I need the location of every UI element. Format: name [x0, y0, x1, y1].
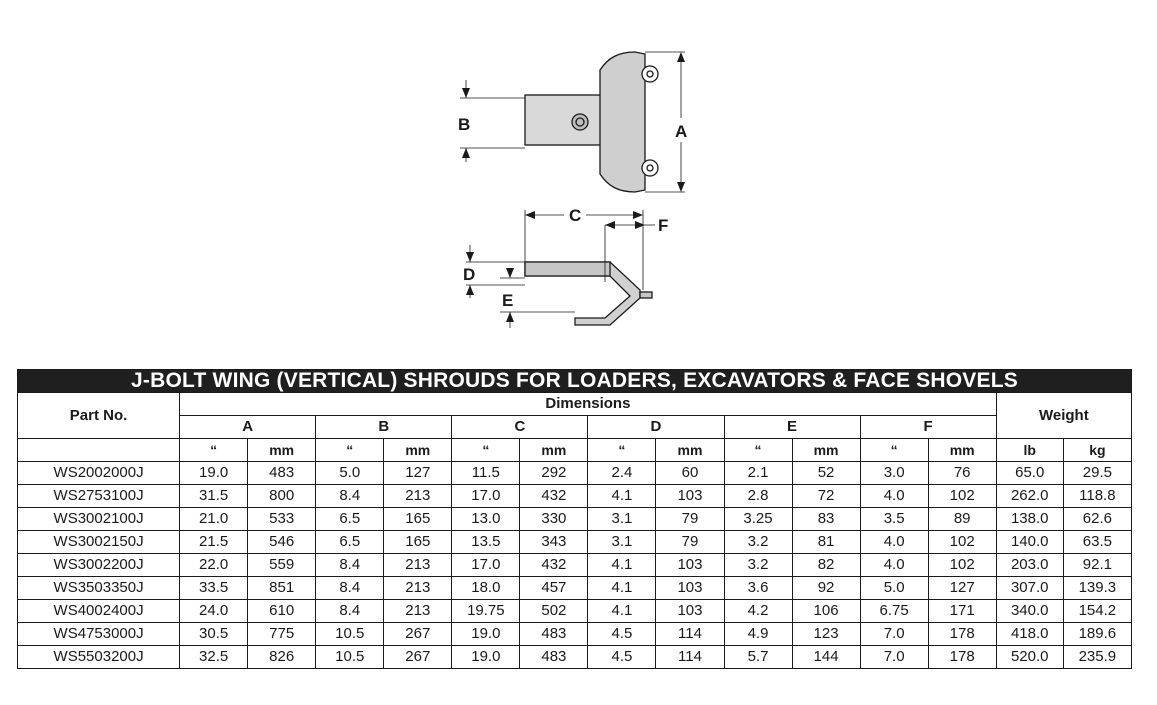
weight-header: Weight — [996, 393, 1131, 439]
value-cell: 81 — [792, 531, 860, 554]
value-cell: 7.0 — [860, 623, 928, 646]
value-cell: 8.4 — [316, 577, 384, 600]
value-cell: 6.5 — [316, 508, 384, 531]
value-cell: 19.0 — [452, 646, 520, 669]
value-cell: 79 — [656, 531, 724, 554]
value-cell: 432 — [520, 554, 588, 577]
value-cell: 213 — [384, 600, 452, 623]
value-cell: 79 — [656, 508, 724, 531]
part-number-cell: WS3002150J — [18, 531, 180, 554]
value-cell: 102 — [928, 531, 996, 554]
value-cell: 6.75 — [860, 600, 928, 623]
value-cell: 457 — [520, 577, 588, 600]
part-number-cell: WS4753000J — [18, 623, 180, 646]
value-cell: 610 — [248, 600, 316, 623]
value-cell: 4.1 — [588, 600, 656, 623]
dim-group-header: D — [588, 416, 724, 439]
value-cell: 92 — [792, 577, 860, 600]
value-cell: 60 — [656, 462, 724, 485]
unit-header-inch: “ — [452, 439, 520, 462]
value-cell: 33.5 — [180, 577, 248, 600]
table-row — [18, 462, 1132, 485]
value-cell: 103 — [656, 485, 724, 508]
value-cell: 3.2 — [724, 531, 792, 554]
value-cell: 2.1 — [724, 462, 792, 485]
value-cell: 340.0 — [996, 600, 1063, 623]
value-cell: 851 — [248, 577, 316, 600]
value-cell: 29.5 — [1063, 462, 1131, 485]
value-cell: 203.0 — [996, 554, 1063, 577]
value-cell: 21.0 — [180, 508, 248, 531]
dim-group-header: E — [724, 416, 860, 439]
value-cell: 5.0 — [316, 462, 384, 485]
value-cell: 165 — [384, 531, 452, 554]
value-cell: 144 — [792, 646, 860, 669]
value-cell: 4.1 — [588, 485, 656, 508]
unit-header-inch: “ — [724, 439, 792, 462]
value-cell: 165 — [384, 508, 452, 531]
value-cell: 92.1 — [1063, 554, 1131, 577]
value-cell: 4.5 — [588, 646, 656, 669]
value-cell: 22.0 — [180, 554, 248, 577]
value-cell: 18.0 — [452, 577, 520, 600]
part-number-cell: WS5503200J — [18, 646, 180, 669]
value-cell: 139.3 — [1063, 577, 1131, 600]
dim-label-a: A — [675, 122, 688, 141]
value-cell: 13.0 — [452, 508, 520, 531]
part-number-cell: WS4002400J — [18, 600, 180, 623]
unit-header-inch: “ — [316, 439, 384, 462]
value-cell: 171 — [928, 600, 996, 623]
value-cell: 19.75 — [452, 600, 520, 623]
dim-label-b: B — [458, 115, 471, 134]
value-cell: 6.5 — [316, 531, 384, 554]
value-cell: 267 — [384, 646, 452, 669]
value-cell: 106 — [792, 600, 860, 623]
value-cell: 4.5 — [588, 623, 656, 646]
value-cell: 103 — [656, 554, 724, 577]
dim-label-f: F — [658, 216, 669, 235]
value-cell: 83 — [792, 508, 860, 531]
value-cell: 502 — [520, 600, 588, 623]
value-cell: 546 — [248, 531, 316, 554]
unit-header-mm: mm — [792, 439, 860, 462]
value-cell: 140.0 — [996, 531, 1063, 554]
unit-header-kg: kg — [1063, 439, 1131, 462]
value-cell: 213 — [384, 577, 452, 600]
value-cell: 123 — [792, 623, 860, 646]
value-cell: 127 — [384, 462, 452, 485]
value-cell: 103 — [656, 577, 724, 600]
value-cell: 775 — [248, 623, 316, 646]
value-cell: 154.2 — [1063, 600, 1131, 623]
value-cell: 3.0 — [860, 462, 928, 485]
part-no-header: Part No. — [18, 393, 180, 439]
value-cell: 3.25 — [724, 508, 792, 531]
dim-label-c: C — [569, 206, 582, 225]
value-cell: 826 — [248, 646, 316, 669]
value-cell: 213 — [384, 485, 452, 508]
table-row — [18, 531, 1132, 554]
value-cell: 307.0 — [996, 577, 1063, 600]
value-cell: 189.6 — [1063, 623, 1131, 646]
unit-header-inch: “ — [588, 439, 656, 462]
value-cell: 19.0 — [180, 462, 248, 485]
value-cell: 800 — [248, 485, 316, 508]
table-title: J-BOLT WING (VERTICAL) SHROUDS FOR LOADERS, EXCAVATORS & FACE SHOVELS — [18, 370, 1132, 393]
value-cell: 4.1 — [588, 554, 656, 577]
value-cell: 17.0 — [452, 485, 520, 508]
value-cell: 213 — [384, 554, 452, 577]
value-cell: 31.5 — [180, 485, 248, 508]
part-number-cell: WS3503350J — [18, 577, 180, 600]
value-cell: 8.4 — [316, 554, 384, 577]
value-cell: 65.0 — [996, 462, 1063, 485]
table-row — [18, 577, 1132, 600]
value-cell: 4.0 — [860, 485, 928, 508]
dim-group-header: C — [452, 416, 588, 439]
value-cell: 533 — [248, 508, 316, 531]
value-cell: 3.5 — [860, 508, 928, 531]
value-cell: 483 — [520, 623, 588, 646]
value-cell: 102 — [928, 485, 996, 508]
value-cell: 19.0 — [452, 623, 520, 646]
value-cell: 559 — [248, 554, 316, 577]
value-cell: 82 — [792, 554, 860, 577]
value-cell: 114 — [656, 623, 724, 646]
value-cell: 13.5 — [452, 531, 520, 554]
unit-header-inch: “ — [860, 439, 928, 462]
part-number-cell: WS2753100J — [18, 485, 180, 508]
dim-group-header: A — [180, 416, 316, 439]
unit-header-mm: mm — [384, 439, 452, 462]
value-cell: 5.7 — [724, 646, 792, 669]
value-cell: 8.4 — [316, 600, 384, 623]
value-cell: 30.5 — [180, 623, 248, 646]
value-cell: 52 — [792, 462, 860, 485]
value-cell: 432 — [520, 485, 588, 508]
value-cell: 178 — [928, 623, 996, 646]
value-cell: 483 — [248, 462, 316, 485]
value-cell: 103 — [656, 600, 724, 623]
value-cell: 21.5 — [180, 531, 248, 554]
table-row — [18, 508, 1132, 531]
table-row — [18, 646, 1132, 669]
value-cell: 102 — [928, 554, 996, 577]
value-cell: 76 — [928, 462, 996, 485]
table-row — [18, 485, 1132, 508]
value-cell: 114 — [656, 646, 724, 669]
value-cell: 292 — [520, 462, 588, 485]
value-cell: 138.0 — [996, 508, 1063, 531]
value-cell: 4.2 — [724, 600, 792, 623]
value-cell: 7.0 — [860, 646, 928, 669]
value-cell: 32.5 — [180, 646, 248, 669]
value-cell: 4.9 — [724, 623, 792, 646]
value-cell: 520.0 — [996, 646, 1063, 669]
value-cell: 118.8 — [1063, 485, 1131, 508]
spec-table — [17, 369, 1132, 669]
value-cell: 178 — [928, 646, 996, 669]
value-cell: 3.6 — [724, 577, 792, 600]
value-cell: 10.5 — [316, 623, 384, 646]
value-cell: 63.5 — [1063, 531, 1131, 554]
part-number-cell: WS3002100J — [18, 508, 180, 531]
value-cell: 4.0 — [860, 554, 928, 577]
dim-group-header: F — [860, 416, 996, 439]
value-cell: 3.2 — [724, 554, 792, 577]
value-cell: 330 — [520, 508, 588, 531]
value-cell: 8.4 — [316, 485, 384, 508]
dim-label-e: E — [502, 291, 514, 310]
dimensions-header: Dimensions — [180, 393, 997, 416]
value-cell: 343 — [520, 531, 588, 554]
value-cell: 235.9 — [1063, 646, 1131, 669]
value-cell: 17.0 — [452, 554, 520, 577]
unit-header-mm: mm — [248, 439, 316, 462]
unit-header-mm: mm — [656, 439, 724, 462]
value-cell: 127 — [928, 577, 996, 600]
unit-header-inch: “ — [180, 439, 248, 462]
value-cell: 4.0 — [860, 531, 928, 554]
unit-header-mm: mm — [520, 439, 588, 462]
value-cell: 24.0 — [180, 600, 248, 623]
table-row — [18, 554, 1132, 577]
value-cell: 62.6 — [1063, 508, 1131, 531]
value-cell: 89 — [928, 508, 996, 531]
value-cell: 3.1 — [588, 508, 656, 531]
value-cell: 10.5 — [316, 646, 384, 669]
value-cell: 72 — [792, 485, 860, 508]
value-cell: 2.8 — [724, 485, 792, 508]
shroud-diagram — [440, 40, 700, 340]
value-cell: 267 — [384, 623, 452, 646]
dim-label-d: D — [463, 265, 476, 284]
unit-header-mm: mm — [928, 439, 996, 462]
table-row — [18, 623, 1132, 646]
value-cell: 4.1 — [588, 577, 656, 600]
unit-header-blank — [18, 439, 180, 462]
dim-group-header: B — [316, 416, 452, 439]
value-cell: 5.0 — [860, 577, 928, 600]
value-cell: 11.5 — [452, 462, 520, 485]
unit-header-lb: lb — [996, 439, 1063, 462]
value-cell: 483 — [520, 646, 588, 669]
value-cell: 3.1 — [588, 531, 656, 554]
part-number-cell: WS3002200J — [18, 554, 180, 577]
part-number-cell: WS2002000J — [18, 462, 180, 485]
value-cell: 418.0 — [996, 623, 1063, 646]
value-cell: 2.4 — [588, 462, 656, 485]
table-row — [18, 600, 1132, 623]
value-cell: 262.0 — [996, 485, 1063, 508]
